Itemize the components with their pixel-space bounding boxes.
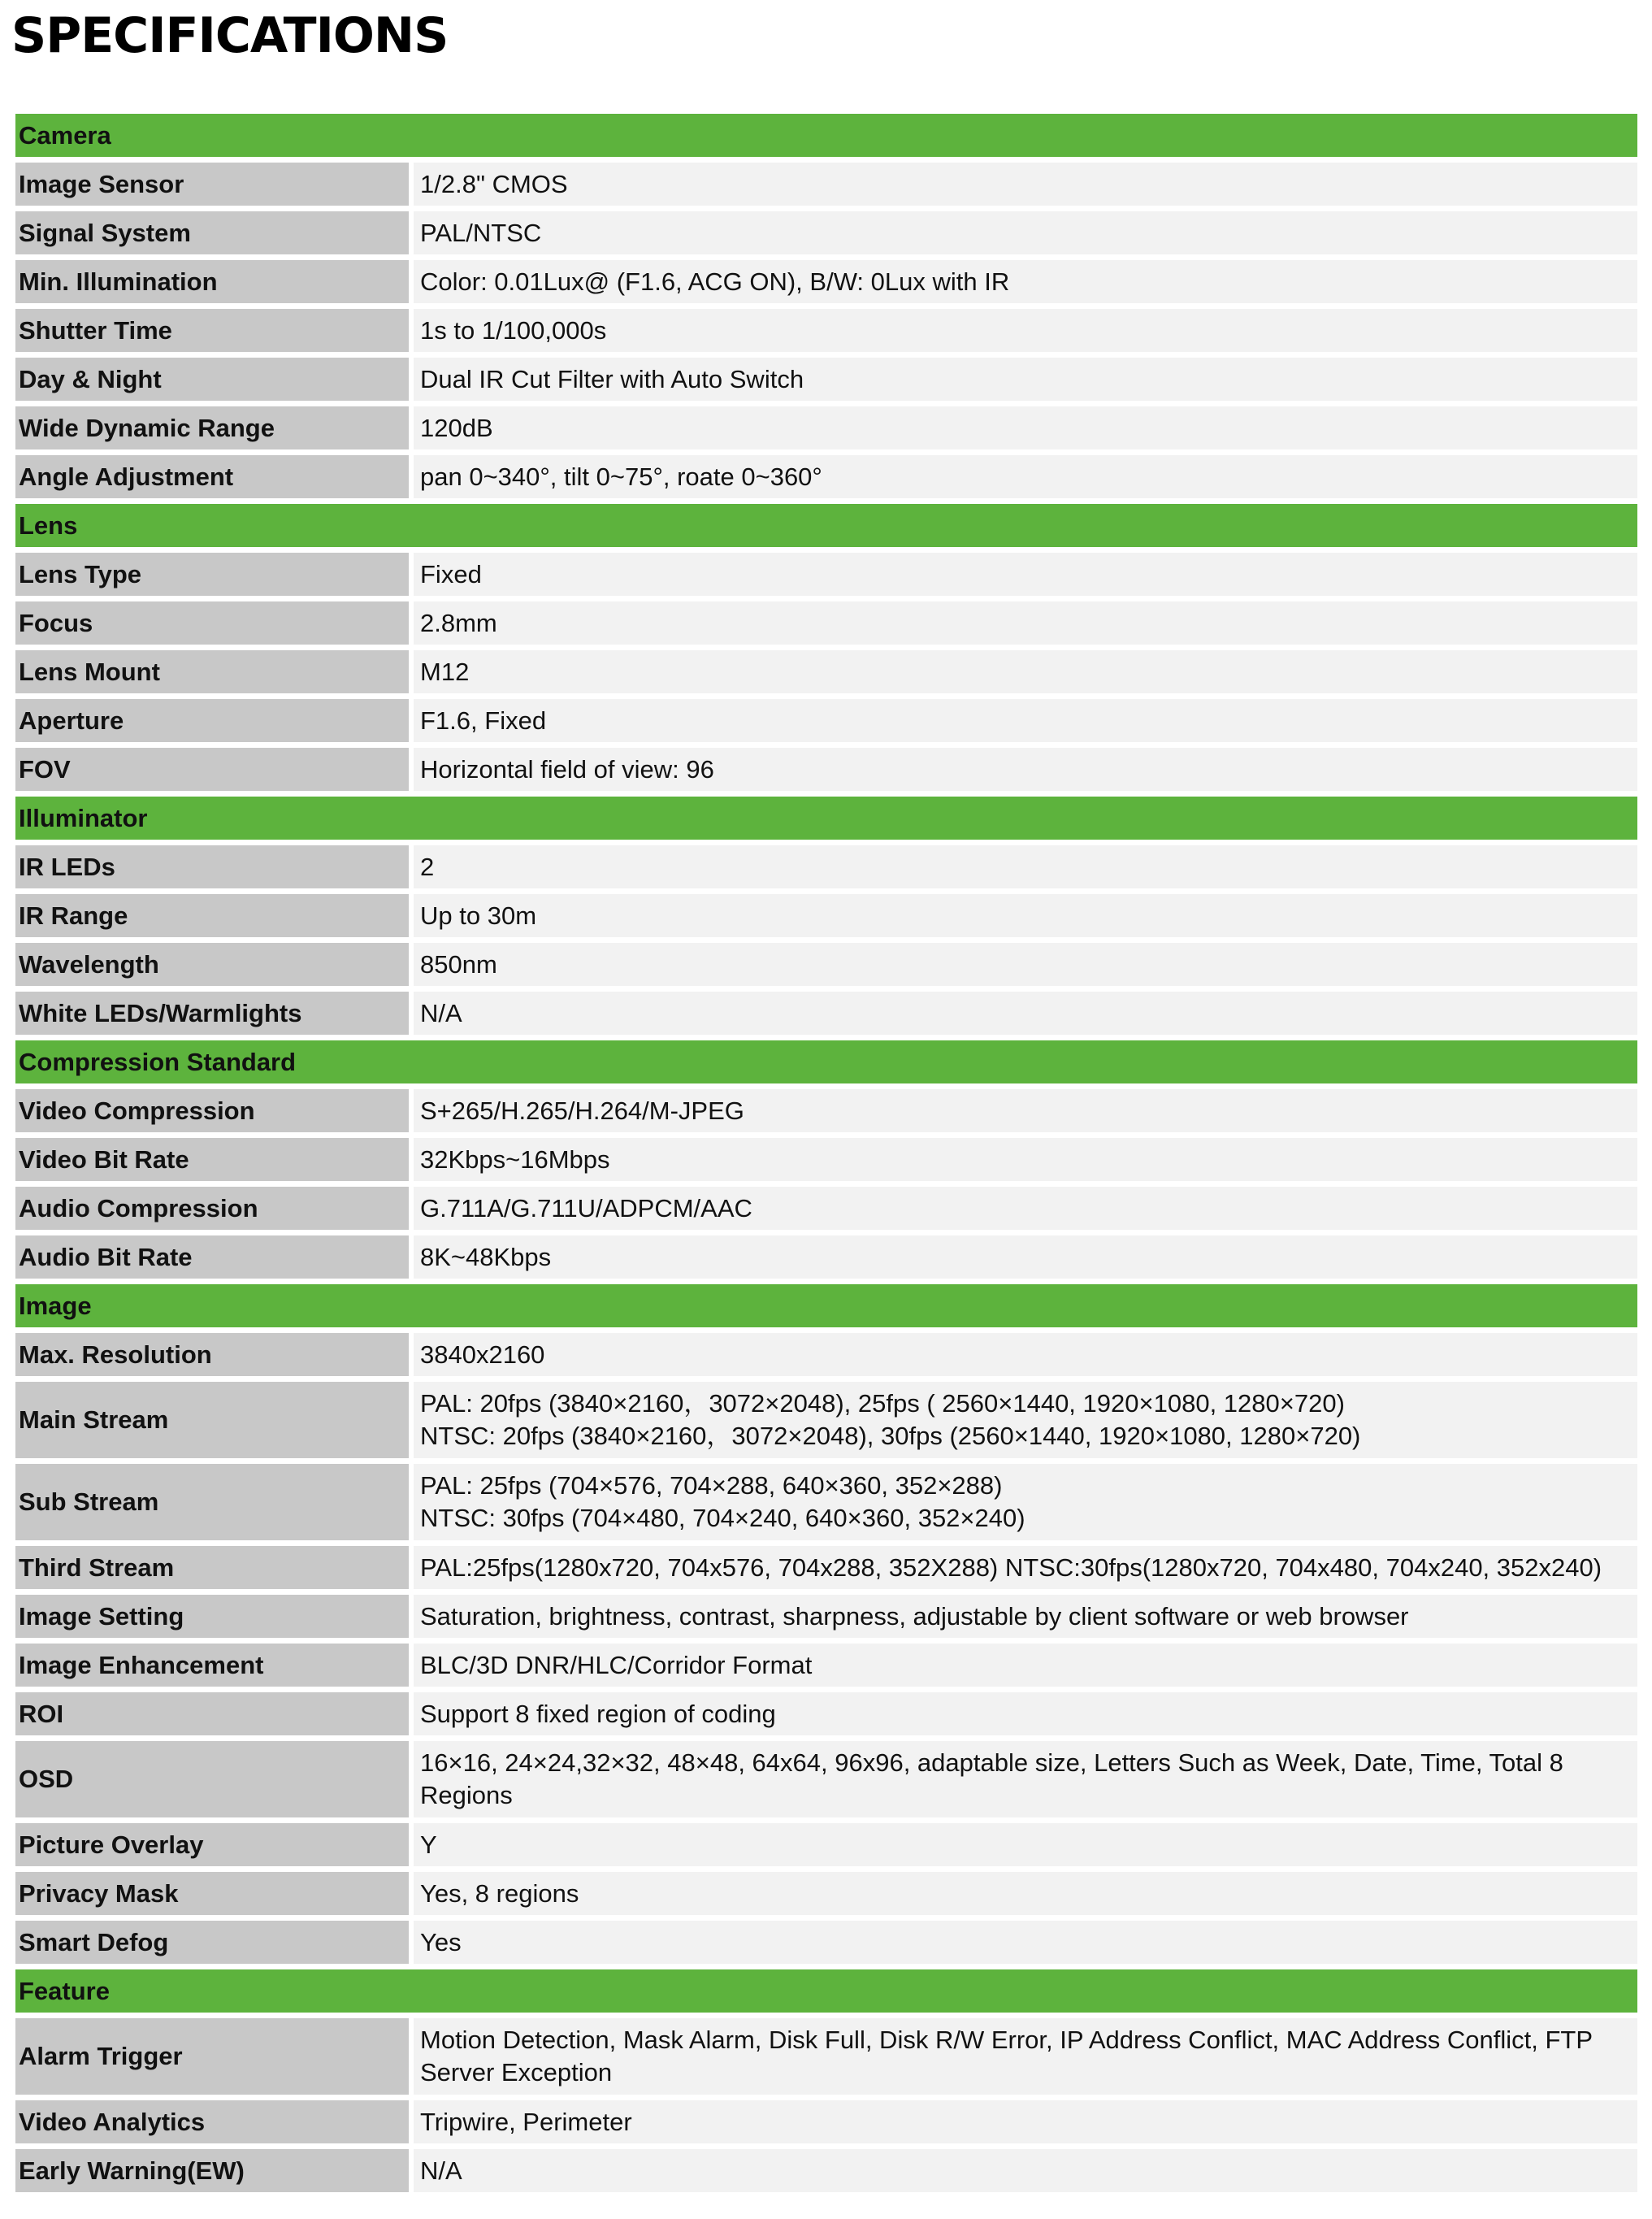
spec-value <box>414 1823 1637 1866</box>
spec-label: Wide Dynamic Range <box>15 406 414 449</box>
spec-row <box>15 553 1637 601</box>
spec-label: Picture Overlay <box>15 1823 414 1866</box>
spec-value-line: PAL: 25fps (704×576, 704×288, 640×360, 352×288) <box>420 1471 1003 1500</box>
spec-label: Video Bit Rate <box>15 1138 414 1181</box>
spec-value <box>414 455 1637 498</box>
spec-value <box>414 1741 1637 1817</box>
section-header-image: Image <box>15 1284 1637 1333</box>
spec-label: Signal System <box>15 211 414 254</box>
spec-row <box>15 894 1637 943</box>
spec-label: Shutter Time <box>15 309 414 352</box>
spec-value-line: NTSC: 20fps (3840×2160，3072×2048), 30fps (2560×1440, 1920×1080, 1280×720) <box>420 1422 1361 1450</box>
spec-value <box>414 211 1637 254</box>
spec-value-line: 120dB <box>420 413 493 442</box>
spec-value <box>414 1644 1637 1687</box>
spec-value-line: F1.6, Fixed <box>420 706 547 735</box>
spec-value <box>414 553 1637 596</box>
spec-row <box>15 211 1637 260</box>
spec-label: Third Stream <box>15 1546 414 1589</box>
spec-value <box>414 163 1637 206</box>
spec-value <box>414 1464 1637 1540</box>
spec-value-line: PAL/NTSC <box>420 218 542 247</box>
spec-label: Image Enhancement <box>15 1644 414 1687</box>
spec-label: Video Compression <box>15 1089 414 1132</box>
spec-row <box>15 455 1637 504</box>
section-header-feature: Feature <box>15 1969 1637 2018</box>
spec-value-line: Tripwire, Perimeter <box>420 2107 632 2136</box>
spec-label: Angle Adjustment <box>15 455 414 498</box>
spec-label: Max. Resolution <box>15 1333 414 1376</box>
spec-label: Audio Bit Rate <box>15 1235 414 1279</box>
spec-value-line: Yes, 8 regions <box>420 1878 579 1908</box>
spec-value <box>414 1546 1637 1589</box>
spec-label: Alarm Trigger <box>15 2018 414 2095</box>
spec-value <box>414 406 1637 449</box>
spec-row <box>15 1644 1637 1692</box>
spec-row <box>15 1823 1637 1872</box>
spec-row <box>15 1595 1637 1644</box>
spec-row <box>15 406 1637 455</box>
spec-value <box>414 748 1637 791</box>
spec-row <box>15 309 1637 358</box>
spec-row <box>15 1921 1637 1969</box>
spec-row <box>15 2018 1637 2100</box>
spec-value <box>414 1089 1637 1132</box>
spec-value <box>414 845 1637 888</box>
spec-value-line: 8K~48Kbps <box>420 1242 552 1271</box>
spec-value-line: G.711A/G.711U/ADPCM/AAC <box>420 1193 752 1222</box>
spec-label: Lens Type <box>15 553 414 596</box>
spec-row <box>15 943 1637 992</box>
spec-row <box>15 1333 1637 1382</box>
spec-label: OSD <box>15 1741 414 1817</box>
spec-value-line: Horizontal field of view: 96 <box>420 754 714 784</box>
spec-label: Smart Defog <box>15 1921 414 1964</box>
spec-label: Sub Stream <box>15 1464 414 1540</box>
spec-value-line: PAL: 20fps (3840×2160，3072×2048), 25fps ( 2560×1440, 1920×1080, 1280×720) <box>420 1389 1345 1418</box>
spec-value <box>414 2018 1637 2095</box>
spec-row <box>15 1138 1637 1187</box>
spec-value-line: Color: 0.01Lux@ (F1.6, ACG ON), B/W: 0Lux with IR <box>420 267 1010 296</box>
spec-label: Video Analytics <box>15 2100 414 2143</box>
spec-label: Audio Compression <box>15 1187 414 1230</box>
spec-value <box>414 943 1637 986</box>
spec-value-line: 850nm <box>420 949 497 979</box>
spec-value-line: PAL:25fps(1280x720, 704x576, 704x288, 352X288) NTSC:30fps(1280x720, 704x480, 704x240, 352x240) <box>420 1552 1602 1582</box>
section-header-lens: Lens <box>15 504 1637 553</box>
spec-value-line: BLC/3D DNR/HLC/Corridor Format <box>420 1650 813 1679</box>
spec-value <box>414 1692 1637 1735</box>
spec-value-line: 16×16, 24×24,32×32, 48×48, 64x64, 96x96, adaptable size, Letters Such as Week, Date, Time, Total 8 Regions <box>420 1748 1563 1809</box>
specifications-table <box>15 114 1637 2198</box>
spec-value <box>414 1235 1637 1279</box>
spec-row <box>15 1741 1637 1823</box>
spec-row <box>15 1692 1637 1741</box>
spec-row <box>15 1382 1637 1464</box>
spec-value <box>414 1921 1637 1964</box>
spec-row <box>15 992 1637 1040</box>
spec-row <box>15 699 1637 748</box>
spec-value <box>414 1382 1637 1458</box>
spec-value-line: 1/2.8" CMOS <box>420 169 568 198</box>
spec-value-line: Support 8 fixed region of coding <box>420 1699 776 1728</box>
spec-value <box>414 1872 1637 1915</box>
spec-value-line: 32Kbps~16Mbps <box>420 1144 610 1174</box>
spec-label: White LEDs/Warmlights <box>15 992 414 1035</box>
spec-value-line: Yes <box>420 1927 462 1956</box>
spec-value-line: Dual IR Cut Filter with Auto Switch <box>420 364 804 393</box>
spec-value-line: Motion Detection, Mask Alarm, Disk Full, Disk R/W Error, IP Address Conflict, MAC Address Conflict, FTP Server Exception <box>420 2026 1593 2087</box>
spec-row <box>15 1089 1637 1138</box>
spec-value-line: 1s to 1/100,000s <box>420 315 607 345</box>
spec-row <box>15 1235 1637 1284</box>
spec-row <box>15 2149 1637 2198</box>
spec-row <box>15 1546 1637 1595</box>
spec-label: Day & Night <box>15 358 414 401</box>
spec-value <box>414 1138 1637 1181</box>
spec-value-line: S+265/H.265/H.264/M-JPEG <box>420 1096 744 1125</box>
spec-value-line: N/A <box>420 998 462 1027</box>
spec-label: ROI <box>15 1692 414 1735</box>
spec-value <box>414 894 1637 937</box>
spec-row <box>15 163 1637 211</box>
spec-value-line: Y <box>420 1830 437 1859</box>
spec-label: Wavelength <box>15 943 414 986</box>
spec-row <box>15 601 1637 650</box>
spec-row <box>15 748 1637 797</box>
spec-row <box>15 260 1637 309</box>
spec-row <box>15 650 1637 699</box>
spec-row <box>15 1464 1637 1546</box>
spec-value-line: NTSC: 30fps (704×480, 704×240, 640×360, 352×240) <box>420 1504 1025 1532</box>
spec-value <box>414 601 1637 645</box>
spec-value-line: 2.8mm <box>420 608 497 637</box>
spec-row <box>15 845 1637 894</box>
spec-value <box>414 1187 1637 1230</box>
spec-value-line: N/A <box>420 2156 462 2185</box>
spec-label: Image Sensor <box>15 163 414 206</box>
spec-label: Aperture <box>15 699 414 742</box>
spec-value <box>414 650 1637 693</box>
page-title: SPECIFICATIONS <box>11 7 449 64</box>
spec-value <box>414 992 1637 1035</box>
spec-value <box>414 2100 1637 2143</box>
section-header-camera: Camera <box>15 114 1637 163</box>
spec-label: IR Range <box>15 894 414 937</box>
spec-value <box>414 2149 1637 2192</box>
spec-value <box>414 1595 1637 1638</box>
spec-value <box>414 260 1637 303</box>
spec-label: Lens Mount <box>15 650 414 693</box>
spec-row <box>15 1187 1637 1235</box>
spec-label: Privacy Mask <box>15 1872 414 1915</box>
spec-value-line: Saturation, brightness, contrast, sharpness, adjustable by client software or web browser <box>420 1601 1409 1631</box>
spec-value-line: M12 <box>420 657 470 686</box>
spec-label: Image Setting <box>15 1595 414 1638</box>
spec-value-line: Fixed <box>420 559 482 588</box>
spec-value-line: Up to 30m <box>420 901 537 930</box>
spec-value-line: 2 <box>420 852 435 881</box>
spec-label: Early Warning(EW) <box>15 2149 414 2192</box>
section-header-illuminator: Illuminator <box>15 797 1637 845</box>
spec-label: Focus <box>15 601 414 645</box>
spec-label: FOV <box>15 748 414 791</box>
spec-value <box>414 358 1637 401</box>
spec-label: Main Stream <box>15 1382 414 1458</box>
spec-label: Min. Illumination <box>15 260 414 303</box>
spec-value <box>414 309 1637 352</box>
spec-value-line: pan 0~340°, tilt 0~75°, roate 0~360° <box>420 462 822 491</box>
spec-label: IR LEDs <box>15 845 414 888</box>
spec-row <box>15 1872 1637 1921</box>
spec-row <box>15 2100 1637 2149</box>
section-header-compression-standard: Compression Standard <box>15 1040 1637 1089</box>
spec-value <box>414 699 1637 742</box>
spec-value <box>414 1333 1637 1376</box>
spec-value-line: 3840x2160 <box>420 1340 545 1369</box>
spec-row <box>15 358 1637 406</box>
